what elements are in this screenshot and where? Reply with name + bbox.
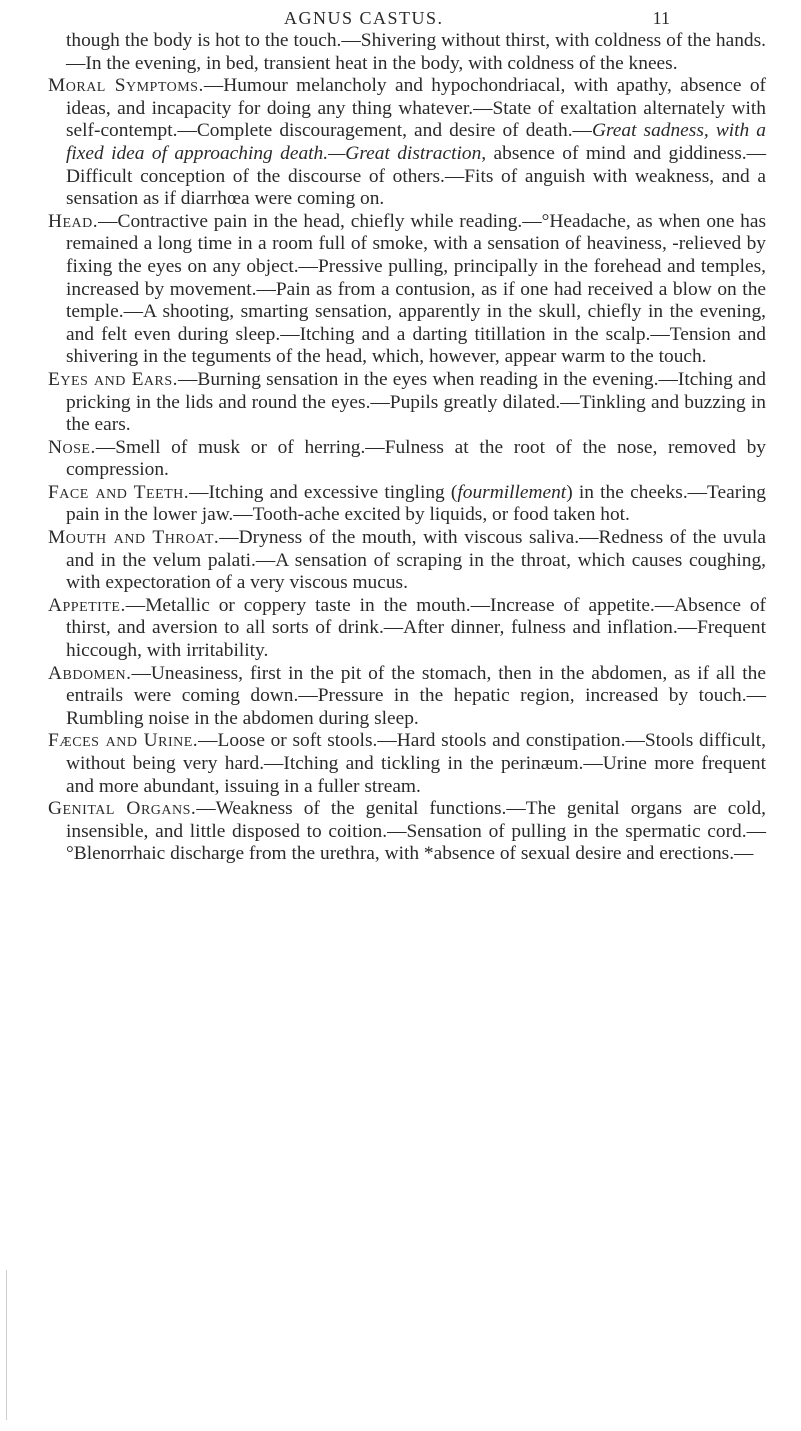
symptom-section [48, 211, 766, 369]
symptom-text: —Weakness of the genital functions.—The genital organs are cold, insensible, and little disposed to coition.—Sensation of pulling in the spermatic cord.—°Blenorrhaic discharge from the urethra, with *absence of sexual desire and erections.— [66, 798, 766, 865]
symptom-text: —Dryness of the mouth, with viscous saliva.—Redness of the uvula and in the velum palati.—A sensation of scraping in the throat, which causes coughing, with expectoration of a very viscous mucus. [66, 527, 766, 594]
symptom-section [48, 482, 766, 527]
section-heading: Head. [48, 210, 99, 232]
symptom-section [48, 798, 766, 866]
section-heading: Appetite. [48, 594, 126, 616]
section-heading: Moral Symptoms. [48, 75, 204, 97]
symptom-section [48, 437, 766, 482]
symptom-section [48, 730, 766, 798]
section-heading: Nose. [48, 436, 96, 458]
symptom-text: —Humour melancholy and hypochondriacal, with apathy, absence of ideas, and incapacity for doing any thing whatever.—State of exaltation alternately with self-contempt.—Complete discouragement, and desire of death.— [66, 75, 766, 142]
symptom-section [48, 595, 766, 663]
emphasized-text: fourmillement [457, 481, 567, 503]
symptom-text: —Uneasiness, first in the pit of the stomach, then in the abdomen, as if all the entrails were coming down.—Pressure in the hepatic region, increased by touch.—Rumbling noise in the abdomen during sleep. [66, 662, 766, 729]
symptom-text: —Loose or soft stools.—Hard stools and constipation.—Stools difficult, without being very hard.—Itching and tickling in the perinæum.—Urine more frequent and more abundant, issuing in a fuller stream. [66, 730, 766, 797]
symptom-text: —Burning sensation in the eyes when reading in the evening.—Itching and pricking in the lids and round the eyes.—Pupils greatly dilated.—Tinkling and buzzing in the ears. [66, 368, 766, 436]
symptom-text: —Metallic or coppery taste in the mouth.—Increase of appetite.—Absence of thirst, and aversion to all sorts of drink.—After dinner, fulness and inflation.—Frequent hiccough, with irritability. [66, 594, 766, 662]
section-heading: Abdomen. [48, 662, 132, 684]
body-text [48, 30, 766, 866]
symptom-section [48, 527, 766, 595]
symptom-text: though the body is hot to the touch.—Shivering without thirst, with coldness of the hands.—In the evening, in bed, transient heat in the body, with coldness of the knees. [66, 30, 766, 74]
section-heading: Eyes and Ears. [48, 368, 178, 390]
emphasized-text: Great sadness, with a fixed idea of approaching death.—Great distraction, [66, 120, 766, 164]
running-title: AGNUS CASTUS. [284, 8, 444, 28]
section-heading: Face and Teeth. [48, 481, 190, 503]
page-edge-rule [6, 1270, 7, 1420]
section-heading: Genital Organs. [48, 798, 197, 820]
page-number: 11 [652, 8, 670, 28]
symptom-text: absence of mind and giddiness.—Difficult conception of the discourse of others.—Fits of anguish with weakness, and a sensation as if diarrhœa were coming on. [66, 142, 766, 210]
symptom-text: —Itching and excessive tingling ( [189, 481, 458, 503]
running-head [270, 4, 670, 32]
symptom-text: —Smell of musk or of herring.—Fulness at the root of the nose, removed by compression. [66, 436, 766, 481]
paragraph-continuation [48, 30, 766, 75]
symptom-text: —Contractive pain in the head, chiefly while reading.—°Headache, as when one has remained a long time in a room full of smoke, with a sensation of heaviness, -relieved by fixing the eyes on any object.—Pressive pulling, principally in the forehead and temples, increased by movement.—Pain as from a contusion, as if one had received a blow on the temple.—A shooting, smarting sensation, apparently in the skull, chiefly in the evening, and felt even during sleep.—Itching and a darting titillation in the scalp.—Tension and shivering in the teguments of the head, which, however, appear warm to the touch. [66, 210, 766, 368]
symptom-section [48, 75, 766, 211]
symptom-section [48, 663, 766, 731]
symptom-text: ) in the cheeks.—Tearing pain in the lower jaw.—Tooth-ache excited by liquids, or food taken hot. [66, 481, 766, 526]
section-heading: Fæces and Urine. [48, 730, 199, 752]
symptom-section [48, 369, 766, 437]
section-heading: Mouth and Throat. [48, 527, 220, 549]
